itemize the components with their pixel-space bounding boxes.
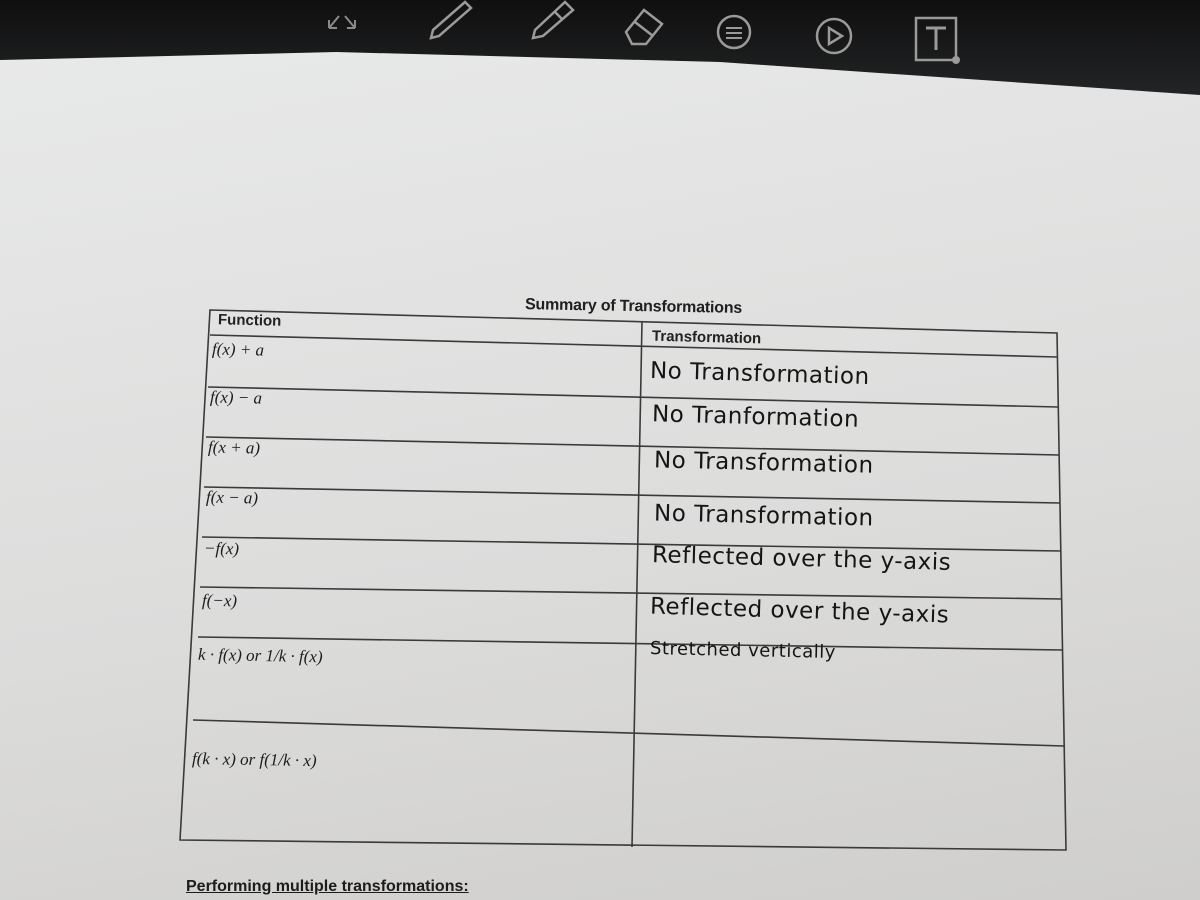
transformation-cell: Stretched vertically bbox=[649, 638, 837, 663]
function-cell: f(x) − a bbox=[209, 387, 263, 408]
transformation-cell: Reflected over the y-axis bbox=[649, 593, 950, 629]
transformation-cell: Reflected over the y-axis bbox=[651, 542, 952, 576]
header-function: Function bbox=[217, 311, 282, 330]
multiple-transformations-heading: Performing multiple transformations: bbox=[186, 878, 469, 895]
header-transformation: Transformation bbox=[651, 327, 762, 348]
transformation-cell: No Tranformation bbox=[651, 401, 860, 433]
function-cell: k · f(x) or 1/k · f(x) bbox=[197, 644, 323, 667]
transformation-cell: No Transformation bbox=[649, 357, 870, 391]
transformation-cell: No Transformation bbox=[653, 447, 874, 479]
function-cell: f(x + a) bbox=[207, 437, 261, 458]
function-cell: f(k · x) or f(1/k · x) bbox=[191, 748, 317, 771]
page-title: Summary of Transformations bbox=[524, 296, 743, 317]
transformation-cell: No Transformation bbox=[653, 500, 874, 532]
function-cell: f(−x) bbox=[201, 590, 238, 611]
function-cell: −f(x) bbox=[203, 538, 240, 559]
function-cell: f(x) + a bbox=[211, 339, 265, 360]
function-cell: f(x − a) bbox=[205, 487, 259, 508]
